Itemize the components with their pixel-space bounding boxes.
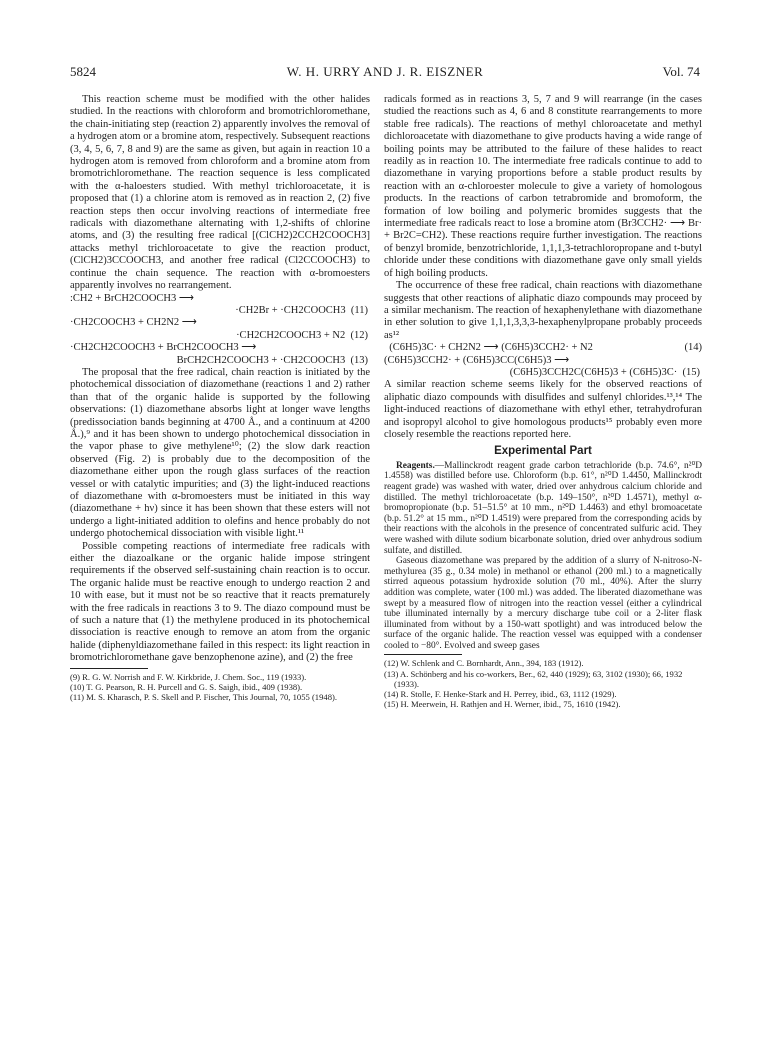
equation-11-line1: :CH2 + BrCH2COOCH3 ⟶ — [70, 292, 194, 304]
footnote-15: (15) H. Meerwein, H. Rathjen and H. Werner, ibid., 75, 1610 (1942). — [384, 699, 621, 710]
footnote-rule — [70, 668, 148, 669]
equation-11-line2 — [70, 305, 370, 317]
equation-12-number: (12) — [350, 329, 368, 341]
equation-11-number: (11) — [350, 304, 368, 316]
volume-label: Vol. 74 — [662, 64, 700, 79]
footnotes-right — [384, 658, 702, 709]
page-number: 5824 — [70, 64, 96, 79]
running-head-authors: W. H. URRY AND J. R. EISZNER — [286, 64, 484, 79]
section-title: Experimental Part — [494, 445, 592, 458]
paragraph-competing-reactions: Possible competing reactions of intermediate free radicals with either the diazoalkane or the organic halide impose stringent requirements if the observed self-sustaining chain reaction is to occur. The organic halide must be reactive enough to undergo reaction 2 and 10 with ease, but it must not be so reactive that it reacts prematurely with the free radicals in reactions 3 to 9. The diazo compound must be of such a nature that (1) the methylene produced in its photochemical dissociation is reactive enough to remove an atom from the organic halide (diphenyldiazomethane failed in this respect: its light reaction in bromotrichloromethane gave benzophenone azine), and (2) the free — [70, 540, 370, 664]
equation-15-line2 — [384, 367, 702, 379]
left-column — [70, 94, 370, 702]
equation-13-line2 — [70, 355, 370, 367]
reagents-label: Reagents. — [396, 460, 435, 471]
equation-12-products: ·CH2CH2COOCH3 + N2 — [236, 329, 346, 341]
equation-15-products: (C6H5)3CCH2C(C6H5)3 + (C6H5)3C· — [509, 366, 678, 378]
equation-13-line1: ·CH2CH2COOCH3 + BrCH2COOCH3 ⟶ — [70, 342, 257, 354]
equation-13-number: (13) — [350, 354, 368, 366]
equation-15-number: (15) — [682, 366, 700, 378]
footnote-9: (9) R. G. W. Norrish and F. W. Kirkbride, J. Chem. Soc., 119 (1933). — [70, 671, 307, 682]
footnote-11: (11) M. S. Kharasch, P. S. Skell and P. Fischer, This Journal, 70, 1055 (1948). — [70, 692, 338, 703]
equation-14-number: (14) — [684, 342, 702, 354]
equation-15-line1: (C6H5)3CCH2· + (C6H5)3CC(C6H5)3 ⟶ — [384, 354, 570, 366]
footnote-14: (14) R. Stolle, F. Henke-Stark and H. Perrey, ibid., 63, 1112 (1929). — [384, 689, 617, 700]
paragraph-diazomethane-prep: Gaseous diazomethane was prepared by the addition of a slurry of N-nitroso-N-methylurea (35 g., 0.34 mole) in methanol or ethanol (200 ml.) to a magnetically stirred aqueous potassium hydroxide solution (70 ml., 40%). After the slurry addition was complete, water (100 ml.) was added. The liberated diazomethane was swept by a measured flow of nitrogen into the reaction vessel (either a cylindrical tube illuminated internally by a mercury discharge tube coil or a 2-liter flask illuminated from without by a 150-watt spotlight) and was introduced below the surface of the organic halide. The reaction vessel was equipped with a condenser cooled to −80°. Evolved and sweep gases — [384, 556, 702, 651]
paragraph-reagents — [384, 461, 702, 556]
paragraph-reaction-scheme: This reaction scheme must be modified with the other halides studied. In the reactions with chloroform and bromotrichloromethane, the chain-initiating step (reaction 2) apparently involves the removal of a hydrogen atom or a bromine atom, respectively. Subsequent reactions (3, 4, 5, 6, 7, 8 and 9) are the same as given, but again in reaction 10 a hydrogen atom is removed from chloroform and a bromine atom from bromotrichloromethane. The reaction sequence is less complicated with the α-haloesters studied. With methyl trichloroacetate, it is proposed that (1) a chlorine atom is removed as in reaction 2, (2) five reaction steps then occur involving reactions of intermediate free radicals with diazomethane alternating with 1,2-shifts of chlorine atoms, and (3) the resulting free radical [(ClCH2)2CCH2COOCH3] attacks methyl trichloroacetate to give the reaction product, (ClCH2)3CCOOCH3, and another free radical (Cl2CCOOCH3) to continue the chain sequence. The reaction with α-bromoesters apparently involves no rearrangement. — [70, 94, 370, 292]
paragraph-similar-scheme: A similar reaction scheme seems likely for the observed reactions of aliphatic diazo compounds with disulfides and sulfenyl chlorides.¹³,¹⁴ The light-induced reactions of diazomethane with ethyl ether, tetrahydrofuran and isopropyl alcohol to give homologous products¹⁵ probably even more closely resemble the reactions reported here. — [384, 379, 702, 440]
footnote-13: (13) A. Schönberg and his co-workers, Ber., 62, 440 (1929); 63, 3102 (1930); 66, 1932 (1933). — [384, 668, 683, 689]
equation-12-line1: ·CH2COOCH3 + CH2N2 ⟶ — [70, 317, 197, 329]
paragraph-photochemical-proposal: The proposal that the free radical, chain reaction is initiated by the photochemical dissociation of diazomethane (reactions 1 and 2) rather than that of the organic halide is supported by the following observations: (1) diazomethane absorbs light at longer wave lengths (predissociation bands beginning at 4700 Å., and a continuum at 4200 Å.),⁹ and it has been shown to undergo photochemical dissociation in the vapor phase to give methylene¹⁰; (2) the slow dark reaction observed (Fig. 2) is probably due to the decomposition of the diazomethane either upon the rough glass surfaces of the reaction vessel or with catalytic impurities; and (3) the light-induced reactions of diazomethane with α-bromoesters must be initiated in this way (diazomethane + hν) since it has been shown that these esters will not undergo a light-initiated addition to olefins and hence probably do not undergo photochemical dissociation with visible light.¹¹ — [70, 366, 370, 540]
equation-12-line2 — [70, 330, 370, 342]
footnotes-left — [70, 672, 370, 703]
equation-14 — [384, 342, 702, 354]
equation-14-body: (C6H5)3C· + CH2N2 ⟶ (C6H5)3CCH2· + N2 — [389, 342, 593, 354]
paragraph-aliphatic-diazo: The occurrence of these free radical, chain reactions with diazomethane suggests that other reactions of aliphatic diazo compounds may proceed by a similar mechanism. The reaction of hexaphenylethane with diazomethane in ether solution to give 1,1,1,3,3,3-hexaphenylpropane probably proceeds as¹² — [384, 280, 702, 341]
footnote-12: (12) W. Schlenk and C. Bornhardt, Ann., 394, 183 (1912). — [384, 658, 584, 669]
equation-11-products: ·CH2Br + ·CH2COOCH3 — [235, 304, 346, 316]
equation-13-products: BrCH2CH2COOCH3 + ·CH2COOCH3 — [176, 354, 346, 366]
running-header — [70, 64, 700, 80]
footnote-10: (10) T. G. Pearson, R. H. Purcell and G. S. Saigh, ibid., 409 (1938). — [70, 681, 303, 692]
footnote-rule-right — [384, 654, 462, 655]
paragraph-rearrangement: radicals formed as in reactions 3, 5, 7 and 9 will rearrange (in the cases studied the reactions such as 4, 6 and 8 constitute rearrangements to more stable free radicals). The reactions of methyl chloroacetate and methyl dichloroacetate with diazomethane to give products having a wide range of boiling points may be attributed to the failure of these halides to react readily as in reaction 10. The intermediate free radicals continue to add to diazomethane in varying proportions before a stable product results by reaction with an α-chloroester molecule to give a variety of homologous products. In the reactions of carbon tetrabromide and bromoform, the formation of low boiling and polymeric bromides suggests that the intermediate free radicals react to lose a bromine atom (Br3CCH2· ⟶ Br· + Br2C=CH2). These reactions require further investigation. The reactions of benzyl bromide, benzotrichloride, 1,1,1,3-tetrachloropropane and t-butyl chloride under these conditions with diazomethane gave only small yields of high boiling products. — [384, 94, 702, 279]
right-column — [384, 94, 702, 709]
reagents-text: —Mallinckrodt reagent grade carbon tetrachloride (b.p. 74.6°, n²⁰D 1.4558) was distilled before use. Chloroform (b.p. 61°, n²⁰D 1.4450, Mallinckrodt reagent grade) was washed with water, dried over anhydrous calcium chloride and distilled. The methyl trichloroacetate (b.p. 149–150°, n²⁰D 1.4571), methyl α-bromopropionate (b.p. 51–51.5° at 10 mm., n²⁰D 1.4463) and ethyl bromoacetate (b.p. 51.2° at 15 mm., n²⁰D 1.4519) were prepared from the corresponding acids by their reactions with the alcohols in the presence of concentrated sulfuric acid. They were washed with dilute sodium bicarbonate solution, dried over anhydrous sodium sulfate, and distilled. — [384, 460, 702, 556]
